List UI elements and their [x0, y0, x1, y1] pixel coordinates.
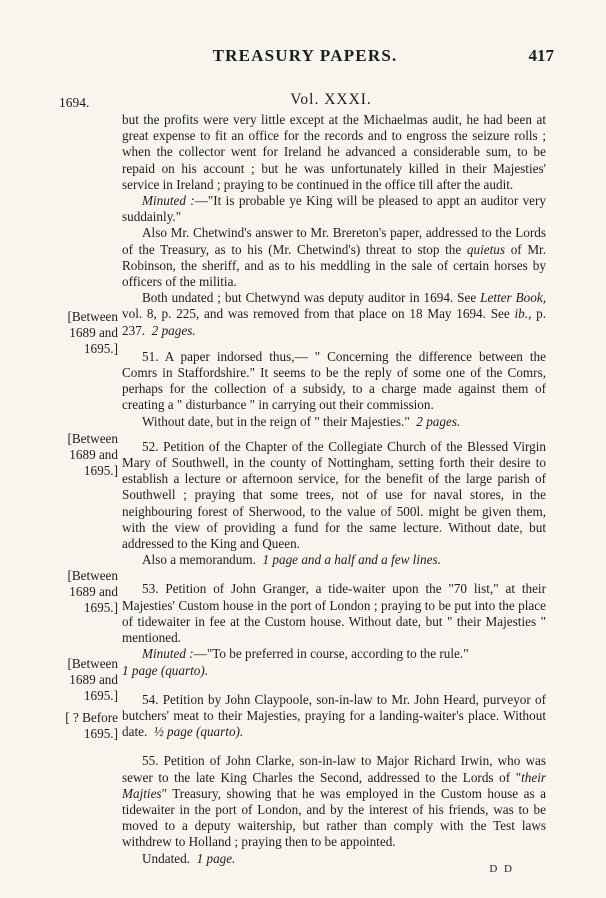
para-minute: Minuted :—"It is probable ye King will be pleased to appt an auditor very suddainly." [122, 193, 546, 225]
para-chetwind: Also Mr. Chetwind's answer to Mr. Brereton's paper, addressed to the Lords of the Treasury, as to his (Mr. Chetwind's) threat to stop the quietus of Mr. Robinson, the sheriff, and as to his meddling in the sale of certain horses by officers of the militia. [122, 225, 547, 290]
para-52-note: Also a memorandum. 1 page and a half and a few lines. [142, 552, 441, 568]
para-54: 54. Petition by John Claypoole, son-in-law to Mr. John Heard, purveyor of butchers' meat to their Majesties, praying for a landing-waiter's place. Without date. ½ page (quarto). [122, 691, 546, 740]
margin-date-54: [Between 1689 and 1695.] [67, 656, 118, 704]
volume-heading: Vol. XXXI. [290, 91, 372, 108]
para-55-note: Undated. 1 page. [142, 850, 236, 866]
para-55: 55. Petition of John Clarke, son-in-law to Major Richard Irwin, who was sewer to the late King Charles the Second, addressed to the Lords of "their Majties" Treasury, showing that he was employed in the Custom house as a tidewaiter in the port of London, and by the interest of his friends, was to be moved to a deputy waitership, but rather than comply with the Test laws withdrew to Holland ; praying then to be appointed. [122, 753, 546, 850]
para-52: 52. Petition of the Chapter of the Collegiate Church of the Blessed Virgin Mary of Southwell, in the county of Nottingham, setting forth their desire to establish a lecture or afternoon service, for the benefit of the large parish of Southwell ; praying that some trees, not of use for naval stores, in the neighbouring forest of Sherwood, to the value of 500l. might be given them, with the view of providing a fund for the same lecture. Without date, but addressed to the King and Queen. [122, 438, 546, 552]
signature-mark: D D [489, 863, 514, 875]
margin-date-55: [ ? Before 1695.] [65, 710, 118, 742]
para-51: 51. A paper indorsed thus,— " Concerning the difference between the Comrs in Staffordshire." It seems to be the reply of some one of the Comrs, perhaps for the collection of a subsidy, to a charge made against them of creating a " disturbance " in carrying out their commission. [122, 348, 546, 413]
margin-date-53: [Between 1689 and 1695.] [67, 568, 118, 616]
page-number: 417 [528, 46, 554, 65]
year-marginal: 1694. [59, 95, 90, 110]
para-53: 53. Petition of John Granger, a tide-waiter upon the "70 list," at their Majesties' Custom house in the port of London ; praying to be put into the place of tidewaiter in fee at the Custom house. Without date, but " their Majesties " mentioned. [122, 581, 546, 646]
para-51-note: Without date, but in the reign of " their Majesties." 2 pages. [142, 413, 461, 429]
para-undated: Both undated ; but Chetwynd was deputy auditor in 1694. See Letter Book, vol. 8, p. 225, and was removed from that place on 18 May 1694. See ib., p. 237. 2 pages. [122, 290, 547, 338]
running-head-title: TREASURY PAPERS. [212, 46, 398, 65]
para-53-minute: Minuted :—"To be preferred in course, according to the rule." [142, 646, 469, 662]
para-53-pages: 1 page (quarto). [122, 662, 209, 678]
para-continued: but the profits were very little except at the Michaelmas audit, he had been at great expense to fit an office for the records and to engross the seizure rolls ; when the collector went for Ireland he advanced a considerable sum, to be repaid on his account ; but he was unfortunately killed in their Majesties' service in Ireland ; praying to be continued in the office till after the audit. [122, 112, 546, 192]
body-text [122, 112, 546, 867]
margin-date-52: [Between 1689 and 1695.] [67, 431, 118, 479]
running-head [56, 46, 554, 68]
margin-date-51: [Between 1689 and 1695.] [67, 309, 118, 357]
